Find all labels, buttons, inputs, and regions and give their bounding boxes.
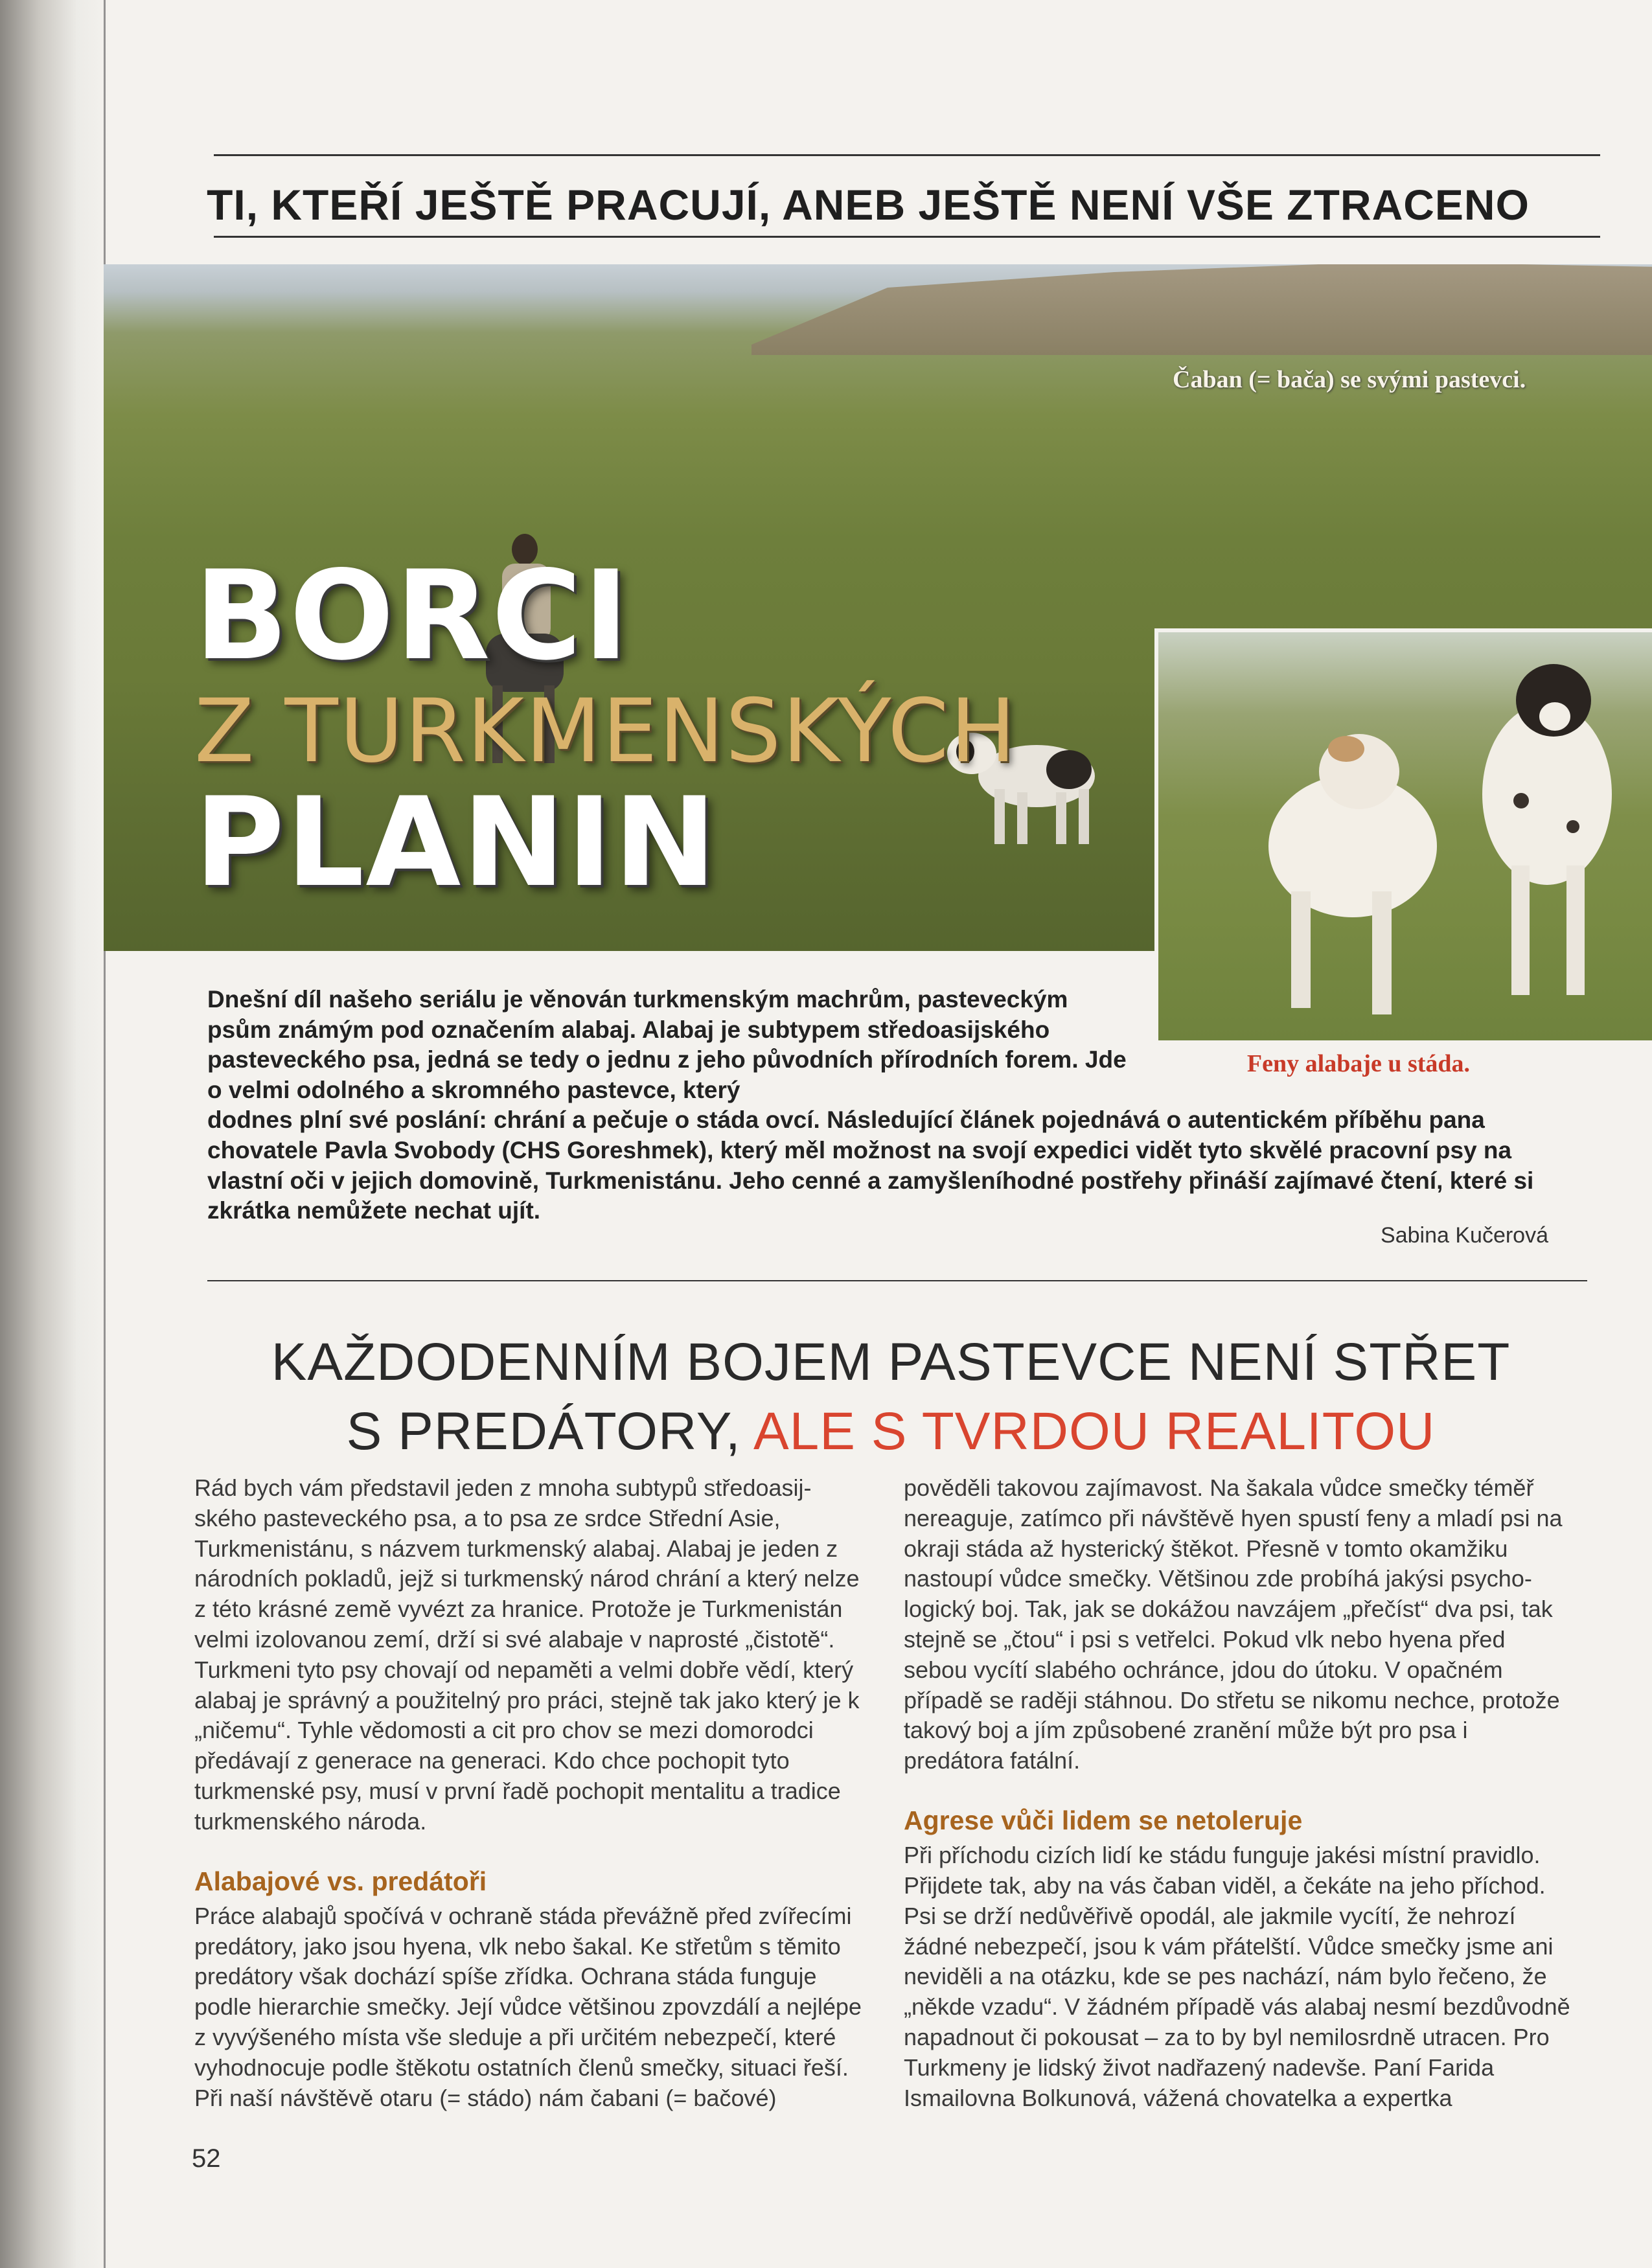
right-paragraph-2: Při příchodu cizích lidí ke stádu funguje jakési místní pravidlo. Přijdete tak, aby na vás čaban viděl, a čekáte na jeho příchod. Psi se drží nedůvěřivě opodál, ale jakmile vycítí, že nehrozí žádné nebezpečí, jsou k vám přátelští. Vůdce smečky jsme ani neviděli a na otázku, kde se pes nachází, nám bylo řečeno, že „někde vzadu“. V žádném případě vás alabaj nesmí bezdůvodně napadnout či pokousat – za to by byl nemilosrdně utracen. Pro Turkmeny je lidský život nadřazený nadevše. Paní Farida Ismailovna Bolkunová, vážená chovatelka a expertka — [904, 1842, 1570, 2111]
article-title-red: ALE S TVRDOU REALITOU — [753, 1401, 1436, 1461]
section-title: TI, KTEŘÍ JEŠTĚ PRACUJÍ, ANEB JEŠTĚ NENÍ VŠE ZTRACENO — [207, 181, 1530, 229]
left-paragraph-2: Práce alabajů spočívá v ochraně stáda převážně před zvířecími predátory, jako jsou hyena, vlk nebo šakal. Ke střetům s těmito predátory však dochází spíše zřídka. Ochrana stáda funguje podle hierarchie smečky. Její vůdce většinou zpovzdálí a nejlépe z vyvýšeného místa vše sleduje a při určitém nebezpečí, které vyhodnocuje podle štěkotu ostatních členů smečky, situaci řeší. Při naší návštěvě otaru (= stádo) nám čabani (= bačové) — [194, 1902, 862, 2111]
inset-caption: Feny alabaje u stáda. — [1246, 1050, 1471, 1077]
headline-line-3: PLANIN — [194, 771, 718, 914]
right-column — [904, 1473, 1571, 2113]
left-paragraph-1: Rád bych vám představil jeden z mnoha subtypů středoasijského pasteveckého psa, a to psa ze srdce Střední Asie, Turkmenistánu, s názvem turkmenský alabaj. Alabaj je jeden z národních pokladů, jejž si turkmenský národ chrání a který nelze z této krásné země vyvézt za hranice. Protože je Turkmenistán velmi izolovanou zemí, drží si své alabaje v naprosté „čistotě“. Turkmeni tyto psy chovají od nepaměti a velmi dobře vědí, který alabaj je správný a použitelný pro práci, stejně tak jako který je k „ničemu“. Tyhle vědomosti a cit pro chov se mezi domorodci předávají z generace na generaci. Kdo chce pochopit tyto turkmenské psy, musí v první řadě pochopit mentalitu a tradice turkmenského národa. — [194, 1474, 860, 1835]
intro-text-wide: dodnes plní své poslání: chrání a pečuje o stáda ovcí. Následující článek pojednává o autentickém příběhu pana chovatele Pavla Svobody (CHS Goreshmek), který měl možnost na svojí expedici vidět tyto skvělé pracovní psy na vlastní oči v jejich domovině, Turkmenistánu. Jeho cenné a zamyšleníhodné postřehy přináší zajímavé čtení, které si zkrátka nemůžete nechat ujít. — [207, 1106, 1534, 1224]
page-number: 52 — [192, 2144, 221, 2173]
intro-text-narrow: Dnešní díl našeho seriálu je věnován turkmenským machrům, pasteveckým psům známým pod označením alabaj. Alabaj je subtypem středoasijského pasteveckého psa, jedná se tedy o jednu z jeho původních přírodních forem. Jde o velmi odolného a skromného pastevce, který — [207, 986, 1127, 1103]
author-name: Sabina Kučerová — [1381, 1223, 1548, 1248]
article-title-black: S PREDÁTORY, — [346, 1401, 753, 1461]
left-subheading: Alabajové vs. predátoři — [194, 1866, 487, 1896]
article-title — [214, 1328, 1568, 1466]
photo-caption: Čaban (= bača) se svými pastevci. — [1173, 366, 1526, 393]
two-dogs-figure — [1158, 632, 1652, 1040]
headline-line-1: BORCI — [194, 544, 630, 687]
headline-line-2: Z TURKMENSKÝCH — [194, 680, 1018, 782]
distant-hills — [751, 264, 1652, 355]
right-subheading: Agrese vůči lidem se netoleruje — [904, 1805, 1303, 1835]
right-paragraph-1: pověděli takovou zajímavost. Na šakala vůdce smečky téměř nereaguje, zatímco při návštěvě hyen spustí feny a mladí psi na okraji stáda až hysterický štěkot. Přesně v tomto okamžiku nastoupí vůdce smečky. Většinou zde probíhá jakýsi psychologický boj. Tak, jak se dokážou navzájem „přečíst“ dva psi, tak stejně se „čtou“ i psi s vetřelci. Pokud vlk nebo hyena před sebou vycítí slabého ochránce, jdou do útoku. V opačném případě se raději stáhnou. Do střetu se nikomu nechce, protože takový boj a jím způsobené zranění může být pro psa i predátora fatální. — [904, 1474, 1563, 1774]
article-title-line-1: KAŽDODENNÍM BOJEM PASTEVCE NENÍ STŘET — [271, 1333, 1511, 1392]
left-column — [194, 1473, 862, 2113]
title-rule — [214, 236, 1600, 238]
inset-photo — [1154, 628, 1652, 1044]
page-gutter — [0, 0, 110, 2268]
top-rule — [214, 154, 1600, 156]
intro-rule — [207, 1280, 1587, 1281]
intro-paragraph — [207, 985, 1568, 1226]
article-title-line-2 — [214, 1397, 1568, 1467]
